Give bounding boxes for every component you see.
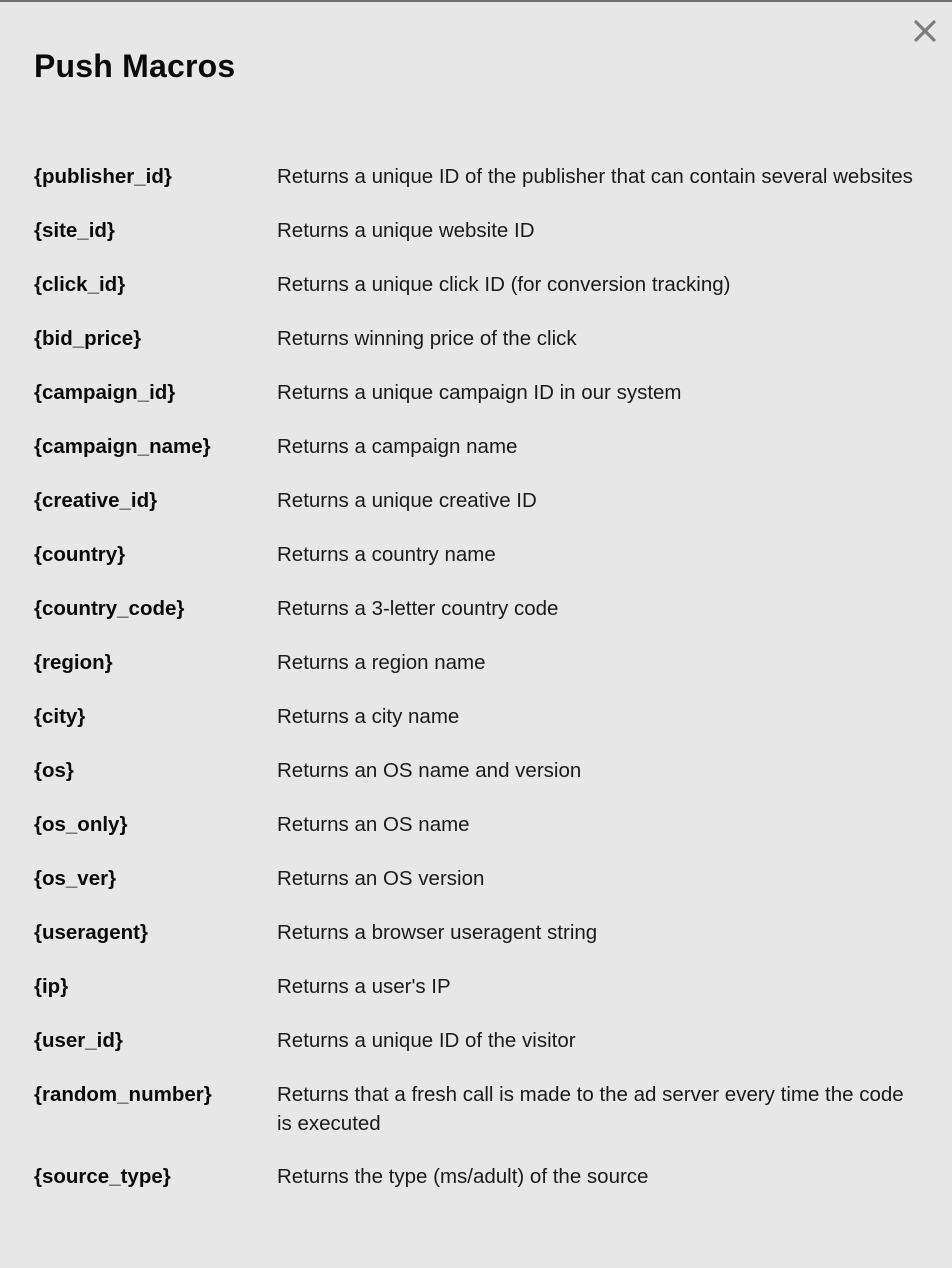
macro-description: Returns a unique ID of the visitor [277,1029,576,1052]
macro-row [34,648,924,702]
macro-description: Returns a 3-letter country code [277,597,559,620]
macro-description: Returns winning price of the click [277,327,577,350]
close-button[interactable] [912,18,938,44]
macro-row [34,270,924,324]
macro-name: {creative_id} [34,489,158,512]
macro-name: {useragent} [34,921,148,944]
macro-row [34,972,924,1026]
macro-row [34,864,924,918]
macro-description: Returns a unique creative ID [277,489,537,512]
macro-description: Returns a campaign name [277,435,518,458]
macro-name: {user_id} [34,1029,123,1052]
macro-name: {site_id} [34,219,115,242]
macro-name: {publisher_id} [34,165,172,188]
macro-name: {region} [34,651,113,674]
macro-description: Returns a unique campaign ID in our system [277,381,682,404]
macro-row [34,486,924,540]
macro-table [34,162,924,1216]
macro-description: Returns that a fresh call is made to the ad server every time the code is executed [277,1083,904,1135]
macro-row [34,324,924,378]
macro-name: {country_code} [34,597,185,620]
macro-description: Returns the type (ms/adult) of the source [277,1165,649,1188]
macro-row [34,594,924,648]
macro-name: {os} [34,759,74,782]
macro-row [34,540,924,594]
macro-row [34,810,924,864]
macro-description: Returns a unique click ID (for conversion tracking) [277,273,731,296]
macro-name: {city} [34,705,86,728]
macro-name: {country} [34,543,126,566]
macro-row [34,1026,924,1080]
macro-name: {bid_price} [34,327,142,350]
macro-name: {random_number} [34,1083,212,1106]
macro-description: Returns a country name [277,543,496,566]
macro-description: Returns a unique ID of the publisher that can contain several websites [277,165,913,188]
macro-row [34,1162,924,1216]
macro-row [34,756,924,810]
macro-name: {campaign_name} [34,435,211,458]
macro-description: Returns a browser useragent string [277,921,598,944]
macro-name: {ip} [34,975,69,998]
macro-description: Returns an OS name and version [277,759,582,782]
macro-row [34,1080,924,1162]
macro-description: Returns a city name [277,705,460,728]
macro-description: Returns an OS name [277,813,470,836]
macro-name: {campaign_id} [34,381,176,404]
macro-name: {source_type} [34,1165,171,1188]
close-x-icon [912,18,938,44]
macro-row [34,918,924,972]
macro-description: Returns a unique website ID [277,219,535,242]
dialog-title: Push Macros [34,48,236,84]
macro-row [34,702,924,756]
macro-row [34,432,924,486]
macro-description: Returns a region name [277,651,486,674]
macro-name: {click_id} [34,273,126,296]
macro-description: Returns a user's IP [277,975,451,998]
macro-name: {os_only} [34,813,128,836]
macro-row [34,378,924,432]
macro-description: Returns an OS version [277,867,485,890]
macro-row [34,216,924,270]
macro-name: {os_ver} [34,867,117,890]
macro-row [34,162,924,216]
